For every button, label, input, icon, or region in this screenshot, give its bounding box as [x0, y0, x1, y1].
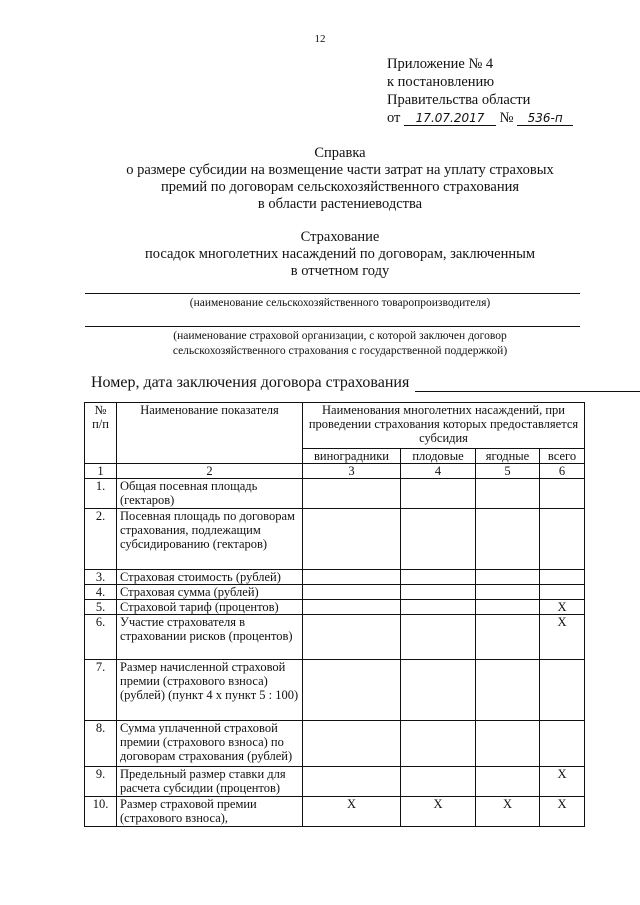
row-label: Общая посевная площадь (гектаров)	[117, 479, 303, 509]
insurer-caption-line-2: сельскохозяйственного страхования с государственной поддержкой)	[172, 345, 508, 357]
appendix-line-2: к постановлению	[387, 74, 495, 90]
cell-total[interactable]: X	[540, 767, 585, 797]
subheader-vineyards: виноградники	[303, 449, 401, 464]
table-row	[85, 570, 585, 585]
col-number: 6	[540, 464, 585, 479]
cell-berry[interactable]	[476, 615, 540, 660]
cell-fruit[interactable]	[401, 509, 476, 570]
table-row	[85, 479, 585, 509]
cell-vineyards[interactable]	[303, 600, 401, 615]
row-number: 9.	[85, 767, 117, 797]
subheader-fruit: плодовые	[401, 449, 476, 464]
row-label: Страховая стоимость (рублей)	[117, 570, 303, 585]
cell-berry[interactable]: X	[476, 797, 540, 827]
row-label: Страховой тариф (процентов)	[117, 600, 303, 615]
row-number: 3.	[85, 570, 117, 585]
cell-vineyards[interactable]	[303, 585, 401, 600]
contract-label: Номер, дата заключения договора страхования	[91, 374, 410, 391]
document-subtitle	[0, 229, 640, 280]
cell-berry[interactable]	[476, 479, 540, 509]
cell-berry[interactable]	[476, 570, 540, 585]
subheader-total: всего	[540, 449, 585, 464]
cell-total[interactable]	[540, 570, 585, 585]
row-label: Участие страхователя в страховании рисков (процентов)	[117, 615, 303, 660]
cell-vineyards[interactable]	[303, 660, 401, 721]
cell-berry[interactable]	[476, 600, 540, 615]
cell-berry[interactable]	[476, 767, 540, 797]
subsidy-table	[84, 402, 585, 827]
cell-vineyards[interactable]	[303, 509, 401, 570]
cell-fruit[interactable]	[401, 570, 476, 585]
title-line-2: о размере субсидии на возмещение части затрат на уплату страховых	[126, 162, 554, 178]
table-row	[85, 615, 585, 660]
handwritten-date: 17.07.2017	[404, 111, 496, 126]
table-header-row	[85, 403, 585, 449]
cell-fruit[interactable]	[401, 615, 476, 660]
row-number: 1.	[85, 479, 117, 509]
cell-vineyards[interactable]	[303, 479, 401, 509]
cell-berry[interactable]	[476, 585, 540, 600]
cell-vineyards[interactable]	[303, 767, 401, 797]
col-number: 2	[117, 464, 303, 479]
subtitle-line-2: посадок многолетних насаждений по договорам, заключенным	[144, 246, 536, 262]
producer-caption: (наименование сельскохозяйственного товаропроизводителя)	[189, 297, 491, 309]
row-number: 5.	[85, 600, 117, 615]
header-no: № п/п	[85, 403, 117, 464]
insurer-caption-line-1: (наименование страховой организации, с которой заключен договор	[173, 330, 507, 342]
cell-vineyards[interactable]	[303, 721, 401, 767]
col-number: 3	[303, 464, 401, 479]
date-prefix: от	[387, 110, 401, 126]
row-label: Размер начисленной страховой премии (страхового взноса) (рублей) (пункт 4 х пункт 5 : 100)	[117, 660, 303, 721]
cell-total[interactable]	[540, 509, 585, 570]
appendix-line-1: Приложение № 4	[387, 56, 494, 72]
cell-total[interactable]: X	[540, 797, 585, 827]
subheader-berry: ягодные	[476, 449, 540, 464]
cell-fruit[interactable]	[401, 585, 476, 600]
row-number: 2.	[85, 509, 117, 570]
row-label: Сумма уплаченной страховой премии (страхового взноса) по договорам страхования (рублей)	[117, 721, 303, 767]
row-number: 7.	[85, 660, 117, 721]
insurer-caption	[0, 329, 640, 359]
row-number: 6.	[85, 615, 117, 660]
appendix-date-line	[387, 109, 573, 127]
appendix-line-3: Правительства области	[387, 92, 531, 108]
cell-total[interactable]	[540, 721, 585, 767]
cell-vineyards[interactable]: X	[303, 797, 401, 827]
col-number: 5	[476, 464, 540, 479]
row-label: Предельный размер ставки для расчета субсидии (процентов)	[117, 767, 303, 797]
table-row	[85, 767, 585, 797]
cell-total[interactable]: X	[540, 600, 585, 615]
cell-total[interactable]	[540, 479, 585, 509]
cell-total[interactable]: X	[540, 615, 585, 660]
cell-vineyards[interactable]	[303, 570, 401, 585]
cell-fruit[interactable]	[401, 767, 476, 797]
cell-fruit[interactable]	[401, 721, 476, 767]
row-number: 8.	[85, 721, 117, 767]
row-label: Размер страховой премии (страхового взноса),	[117, 797, 303, 827]
col-number: 1	[85, 464, 117, 479]
cell-fruit[interactable]: X	[401, 797, 476, 827]
appendix-block	[387, 55, 573, 127]
cell-berry[interactable]	[476, 509, 540, 570]
handwritten-number: 536-п	[517, 111, 573, 126]
contract-row	[91, 374, 640, 392]
cell-total[interactable]	[540, 660, 585, 721]
table-row	[85, 660, 585, 721]
row-label: Посевная площадь по договорам страхования, подлежащим субсидированию (гектаров)	[117, 509, 303, 570]
cell-fruit[interactable]	[401, 600, 476, 615]
table-row	[85, 509, 585, 570]
cell-berry[interactable]	[476, 721, 540, 767]
table-row	[85, 721, 585, 767]
col-number: 4	[401, 464, 476, 479]
title-line-3: премий по договорам сельскохозяйственного страхования	[160, 179, 520, 195]
cell-total[interactable]	[540, 585, 585, 600]
cell-vineyards[interactable]	[303, 615, 401, 660]
title-line-4: в области растениеводства	[257, 196, 423, 212]
cell-fruit[interactable]	[401, 479, 476, 509]
table-row	[85, 600, 585, 615]
header-plantings: Наименования многолетних насаждений, при проведении страхования которых предоставляется субсидия	[303, 403, 585, 449]
column-number-row	[85, 464, 585, 479]
document-title	[0, 145, 640, 213]
table-row	[85, 797, 585, 827]
title-line-1: Справка	[314, 145, 366, 161]
page-number: 12	[314, 33, 326, 45]
subtitle-line-3: в отчетном году	[290, 263, 390, 279]
row-label: Страховая сумма (рублей)	[117, 585, 303, 600]
row-number: 4.	[85, 585, 117, 600]
number-prefix: №	[499, 110, 514, 126]
table-row	[85, 585, 585, 600]
header-name: Наименование показателя	[117, 403, 303, 464]
contract-fill-line[interactable]	[415, 377, 640, 392]
cell-berry[interactable]	[476, 660, 540, 721]
insurer-fill-line[interactable]	[85, 326, 580, 327]
row-number: 10.	[85, 797, 117, 827]
subtitle-line-1: Страхование	[300, 229, 380, 245]
cell-fruit[interactable]	[401, 660, 476, 721]
producer-fill-line[interactable]	[85, 293, 580, 294]
